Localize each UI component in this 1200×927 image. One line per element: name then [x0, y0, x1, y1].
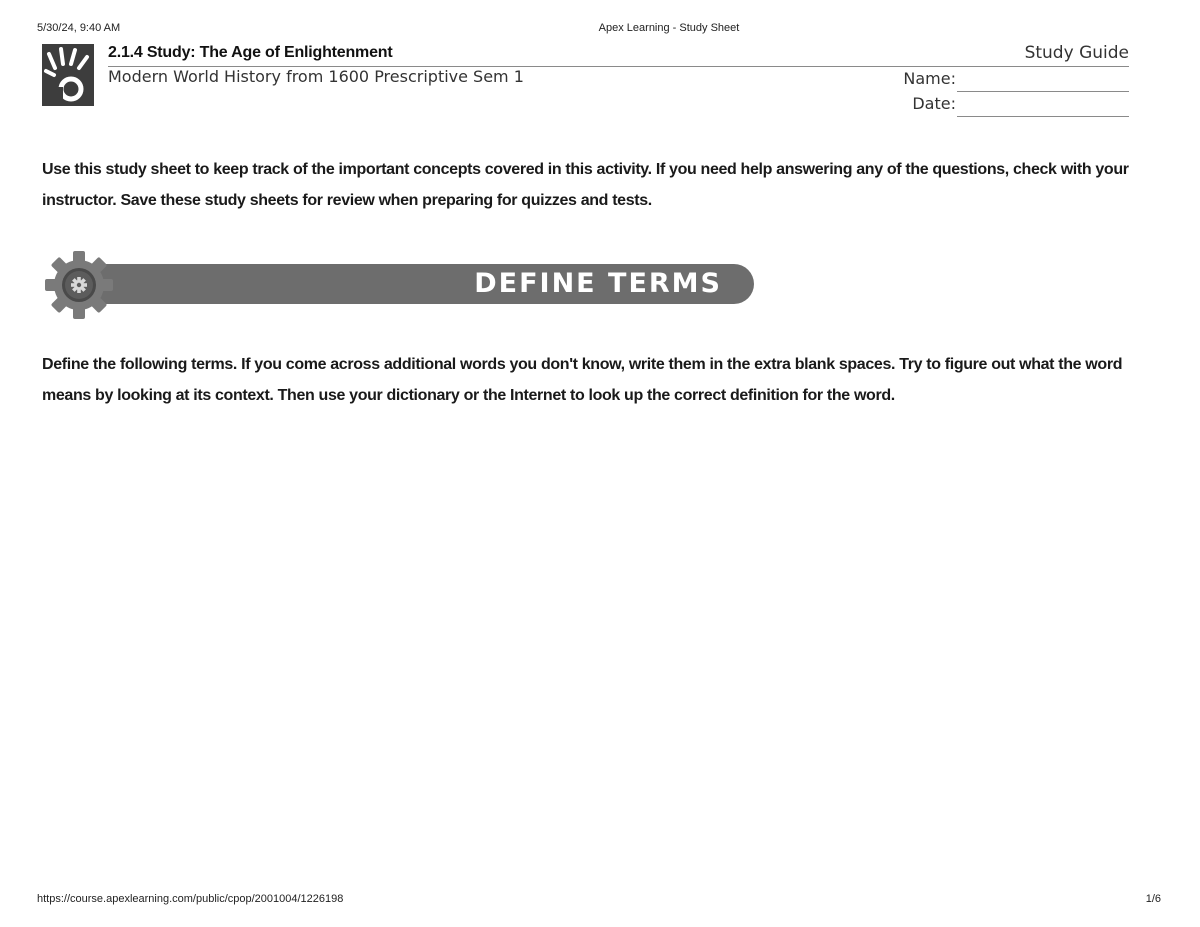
- gear-icon: [44, 250, 114, 320]
- intro-paragraph: Use this study sheet to keep track of the important concepts covered in this activity. If you need help answering any of the questions, check with your instructor. Save these study sheets for review when preparing for quizzes and tests.: [42, 161, 1129, 209]
- document-title: 2.1.4 Study: The Age of Enlightenment: [108, 44, 393, 61]
- name-field[interactable]: [957, 91, 1129, 92]
- name-label: Name:: [903, 69, 956, 88]
- print-page-number: 1/6: [1145, 893, 1161, 905]
- print-datetime: 5/30/24, 9:40 AM: [37, 22, 121, 34]
- apex-logo: [42, 44, 94, 106]
- section-heading: DEFINE TERMS: [474, 268, 722, 299]
- document-type: Study Guide: [1024, 43, 1129, 63]
- course-name: Modern World History from 1600 Prescriptive Sem 1: [108, 67, 524, 86]
- date-field[interactable]: [957, 116, 1129, 117]
- date-label: Date:: [912, 94, 956, 113]
- print-url[interactable]: https://course.apexlearning.com/public/cpop/2001004/1226198: [37, 893, 344, 905]
- lightbulb-icon: [42, 44, 94, 106]
- section-instructions: Define the following terms. If you come across additional words you don't know, write them in the extra blank spaces. Try to figure out what the word means by looking at its context. Then use your dictionary or the Internet to look up the correct definition for the word.: [42, 356, 1123, 404]
- print-page-title: Apex Learning - Study Sheet: [598, 22, 740, 34]
